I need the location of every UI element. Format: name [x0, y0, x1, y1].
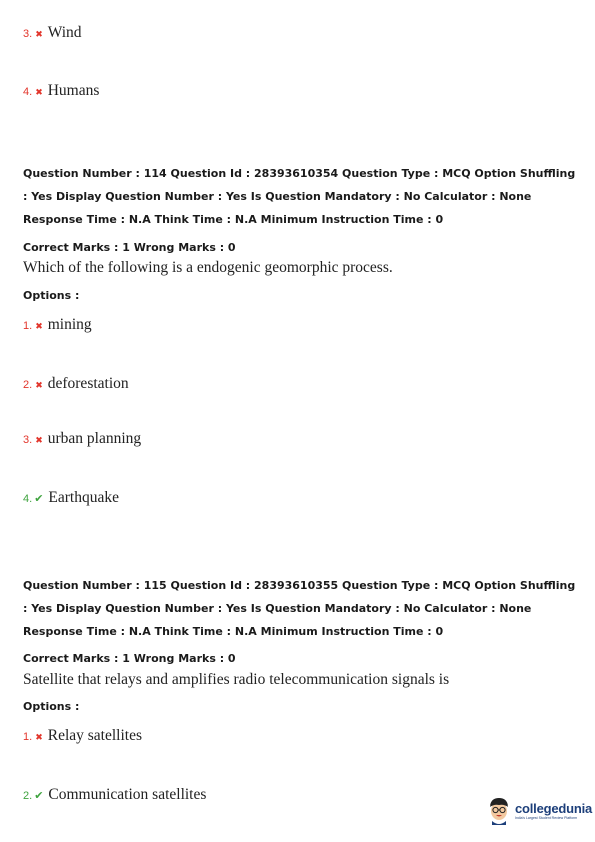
option-item [23, 82, 99, 100]
option-number: 4. [23, 86, 33, 98]
options-label: Options : [23, 700, 80, 713]
cross-icon: ✖ [35, 381, 43, 391]
option-number: 2. [23, 379, 33, 391]
option-item [23, 727, 142, 745]
option-text: Earthquake [48, 489, 119, 506]
option-number: 4. [23, 493, 33, 505]
option-number: 1. [23, 731, 33, 743]
option-text: Relay satellites [47, 727, 142, 744]
option-text: urban planning [47, 430, 142, 447]
question-meta: Question Number : 114 Question Id : 28393610354 Question Type : MCQ Option Shuffling : Yes Display Question Number : Yes Is Question Mandatory : No Calculator : None Response Time : N.A Think Time : N.A Minimum Instruction Time : 0 [23, 167, 576, 226]
mascot-icon [487, 797, 511, 825]
cross-icon: ✖ [35, 322, 43, 332]
option-number: 2. [23, 790, 33, 802]
cross-icon: ✖ [35, 88, 43, 98]
option-item [23, 316, 92, 334]
option-item [23, 430, 141, 448]
check-icon: ✔ [34, 789, 44, 802]
option-text: deforestation [47, 375, 129, 392]
option-number: 1. [23, 320, 33, 332]
marks-info: Correct Marks : 1 Wrong Marks : 0 [23, 652, 236, 665]
options-label: Options : [23, 289, 80, 302]
question-text: Satellite that relays and amplifies radio telecommunication signals is [23, 671, 450, 688]
marks-info: Correct Marks : 1 Wrong Marks : 0 [23, 241, 236, 254]
option-text: mining [47, 316, 92, 333]
collegedunia-logo[interactable] [487, 797, 592, 825]
logo-name: collegedunia [515, 800, 593, 816]
option-number: 3. [23, 434, 33, 446]
option-item [23, 489, 119, 507]
logo-text [515, 802, 592, 821]
question-meta: Question Number : 115 Question Id : 28393610355 Question Type : MCQ Option Shuffling : Yes Display Question Number : Yes Is Question Mandatory : No Calculator : None Response Time : N.A Think Time : N.A Minimum Instruction Time : 0 [23, 579, 576, 638]
option-item [23, 375, 129, 393]
option-number: 3. [23, 28, 33, 40]
option-item [23, 24, 82, 42]
logo-tagline: India's Largest Student Review Platform [515, 815, 578, 820]
option-text: Humans [47, 82, 100, 99]
option-text: Wind [47, 24, 82, 41]
cross-icon: ✖ [35, 436, 43, 446]
option-text: Communication satellites [48, 786, 207, 803]
option-item [23, 786, 206, 804]
question-text: Which of the following is a endogenic geomorphic process. [23, 259, 393, 276]
check-icon: ✔ [34, 492, 44, 505]
cross-icon: ✖ [35, 30, 43, 40]
cross-icon: ✖ [35, 733, 43, 743]
